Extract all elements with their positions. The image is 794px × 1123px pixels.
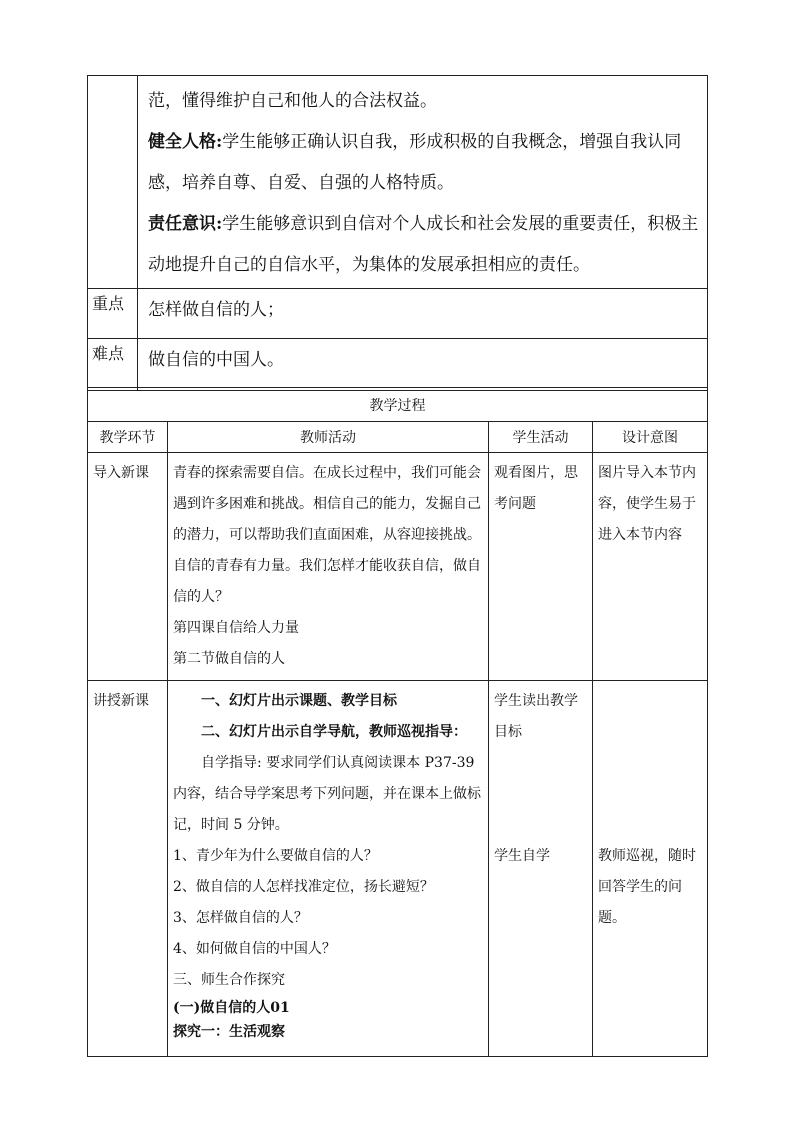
personality-objective xyxy=(148,122,699,204)
personality-text: 学生能够正确认识自我，形成积极的自我概念，增强自我认同感，培养自尊、自爱、自强的人格特质。 xyxy=(148,132,682,193)
sub-section-1: (一)做自信的人01 xyxy=(173,1000,290,1016)
process-table xyxy=(87,387,708,1057)
responsibility-text: 学生能够意识到自信对个人成长和社会发展的重要责任，积极主动地提升自己的自信水平，为集体的发展承担相应的责任。 xyxy=(148,214,699,275)
intro-student: 观看图片，思考问题 xyxy=(489,453,593,681)
step1: 一、幻灯片出示课题、教学目标 xyxy=(201,693,397,709)
responsibility-label: 责任意识: xyxy=(148,214,223,234)
process-title: 教学过程 xyxy=(88,388,708,422)
header-stage: 教学环节 xyxy=(88,422,168,453)
student-activity-1: 学生读出教学目标 xyxy=(494,693,578,740)
question-1: 1、青少年为什么要做自信的人？ xyxy=(173,848,378,864)
difficulty-text: 做自信的中国人。 xyxy=(138,339,708,391)
new-lesson-student-cell xyxy=(489,681,593,1057)
intro-teacher-cell xyxy=(168,453,489,681)
objectives-cell xyxy=(138,76,708,289)
self-study-guide: 自学指导: 要求同学们认真阅读课本 P37-39 内容，结合导学案思考下列问题，并在课本上做标记，时间 5 分钟。 xyxy=(173,755,481,833)
new-lesson-teacher-cell xyxy=(168,681,489,1057)
step3: 三、师生合作探究 xyxy=(173,972,285,988)
question-3: 3、怎样做自信的人？ xyxy=(173,910,308,926)
objectives-line1: 范，懂得维护自己和他人的合法权益。 xyxy=(148,91,437,111)
header-student: 学生活动 xyxy=(489,422,593,453)
intro-lesson: 第四课自信给人力量 xyxy=(173,620,299,636)
key-point-label: 重点 xyxy=(88,289,138,339)
student-activity-2: 学生自学 xyxy=(494,848,550,864)
intro-section: 第二节做自信的人 xyxy=(173,651,285,667)
purpose-2: 教师巡视，随时回答学生的问题。 xyxy=(598,848,696,926)
question-4: 4、如何做自信的中国人？ xyxy=(173,941,336,957)
intro-purpose: 图片导入本节内容，使学生易于进入本节内容 xyxy=(593,453,708,681)
difficulty-label: 难点 xyxy=(88,339,138,391)
new-lesson-purpose-cell xyxy=(593,681,708,1057)
question-2: 2、做自信的人怎样找准定位，扬长避短？ xyxy=(173,879,434,895)
responsibility-objective xyxy=(148,204,699,286)
new-lesson-stage: 讲授新课 xyxy=(88,681,168,1057)
header-teacher: 教师活动 xyxy=(168,422,489,453)
key-point-text: 怎样做自信的人； xyxy=(138,289,708,339)
header-purpose: 设计意图 xyxy=(593,422,708,453)
intro-stage: 导入新课 xyxy=(88,453,168,681)
objectives-label-cell xyxy=(88,76,138,289)
explore-1: 探究一：生活观察 xyxy=(173,1024,285,1040)
intro-teacher-text: 青春的探索需要自信。在成长过程中，我们可能会遇到许多困难和挑战。相信自己的能力，发掘自己的潜力，可以帮助我们直面困难，从容迎接挑战。自信的青春有力量。我们怎样才能收获自信，做自信的人？ xyxy=(173,465,481,605)
step2: 二、幻灯片出示自学导航，教师巡视指导： xyxy=(201,724,467,740)
personality-label: 健全人格: xyxy=(148,132,223,152)
objectives-table xyxy=(87,75,708,391)
